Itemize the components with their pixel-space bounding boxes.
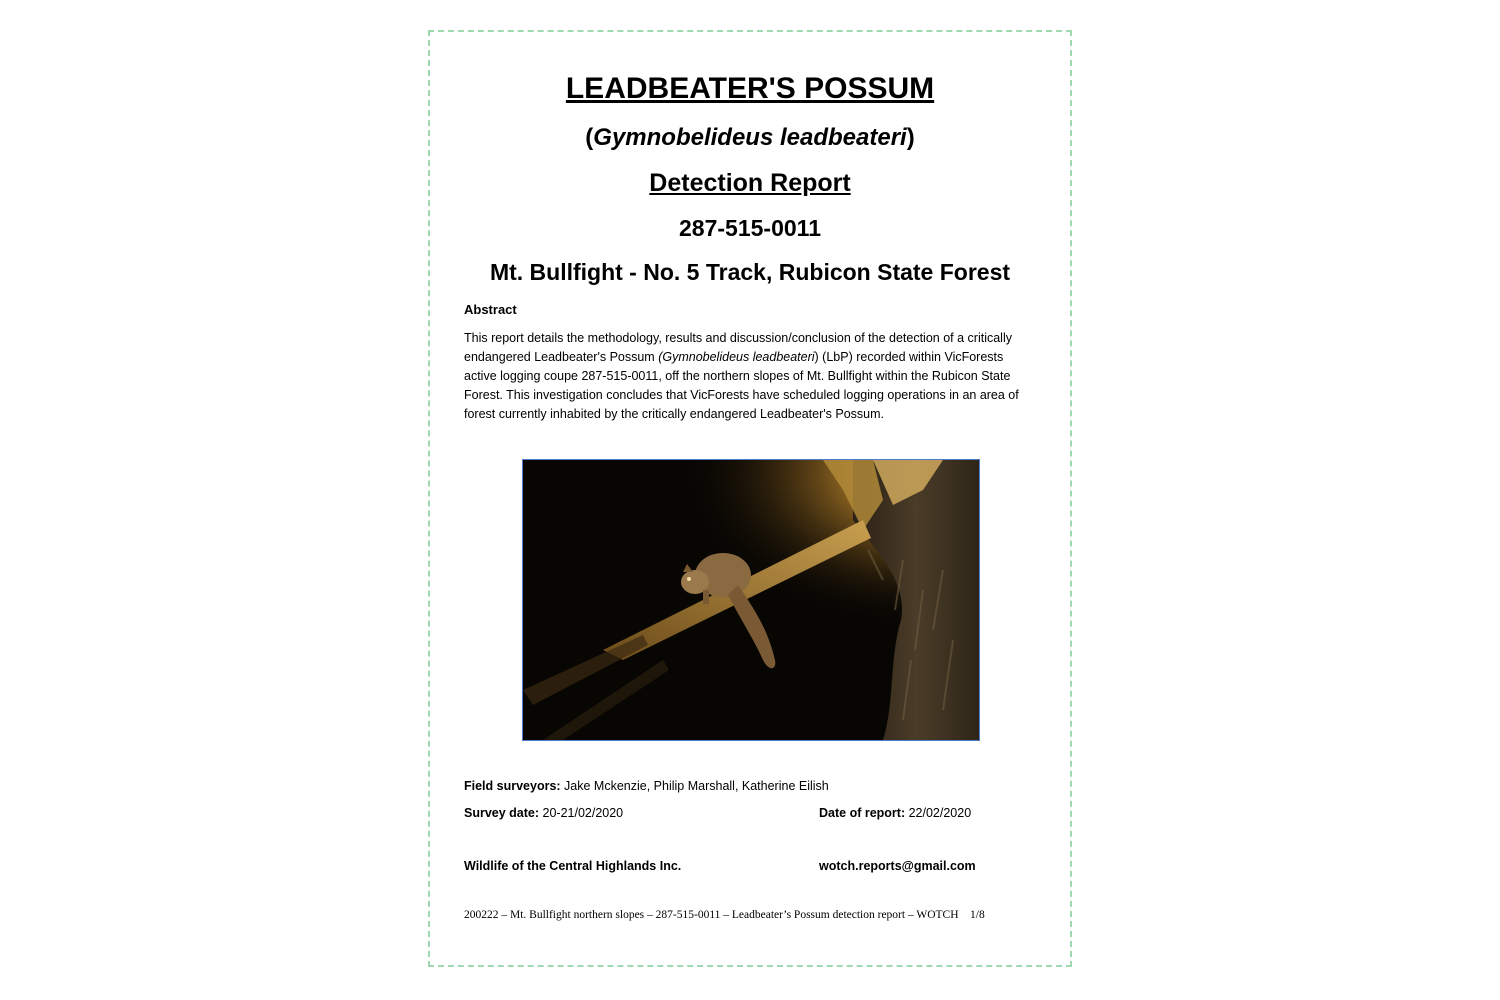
- abstract-text: [464, 329, 1029, 424]
- page-number: 1/8: [970, 909, 985, 921]
- report-page: [428, 30, 1072, 967]
- species-name: Gymnobelideus leadbeateri: [593, 124, 907, 151]
- coupe-id: 287-515-0011: [679, 215, 821, 241]
- field-surveyors-value: Jake Mckenzie, Philip Marshall, Katherine Eilish: [560, 779, 829, 793]
- possum-photo: [522, 459, 980, 741]
- report-date-label: Date of report:: [819, 806, 906, 820]
- abstract-text-part2: ) (LbP) recorded within VicForests active logging coupe 287-515-0011, off the northern slopes of Mt. Bullfight within the Rubicon State Forest. This investigation concludes that VicForests have scheduled logging operations in an area of forest currently inhabited by the critically endangered Leadbeater's Possum.: [464, 350, 1019, 421]
- field-surveyors-label: Field surveyors:: [464, 779, 561, 793]
- report-subtitle: Detection Report: [649, 169, 851, 197]
- species-close-paren: ): [906, 124, 915, 151]
- abstract-species-italic: (Gymnobelideus leadbeateri: [658, 350, 815, 364]
- page-footer: [464, 909, 985, 921]
- contact-email-address[interactable]: wotch.reports@gmail.com: [819, 859, 976, 873]
- survey-date: [464, 806, 623, 820]
- organisation: [464, 859, 681, 873]
- species-open-paren: (: [585, 124, 594, 151]
- contact-email[interactable]: [819, 859, 976, 873]
- organisation-name: Wildlife of the Central Highlands Inc.: [464, 859, 682, 873]
- possum-photo-illustration: [523, 460, 979, 740]
- field-surveyors: [464, 779, 829, 793]
- survey-date-value: 20-21/02/2020: [539, 806, 624, 820]
- survey-location: Mt. Bullfight - No. 5 Track, Rubicon State Forest: [489, 259, 1011, 285]
- footer-text: 200222 – Mt. Bullfight northern slopes – 287-515-0011 – Leadbeater’s Possum detection report – WOTCH: [464, 909, 959, 921]
- report-date-value: 22/02/2020: [905, 806, 972, 820]
- survey-date-label: Survey date:: [464, 806, 540, 820]
- species-name-heading: [430, 124, 1070, 152]
- abstract-text-part1: This report details the methodology, results and discussion/conclusion of the detection of a critically endangered Leadbeater's Possum: [464, 331, 1012, 364]
- abstract-heading: Abstract: [464, 302, 517, 317]
- report-title: LEADBEATER'S POSSUM: [565, 72, 935, 105]
- report-date: [819, 806, 971, 820]
